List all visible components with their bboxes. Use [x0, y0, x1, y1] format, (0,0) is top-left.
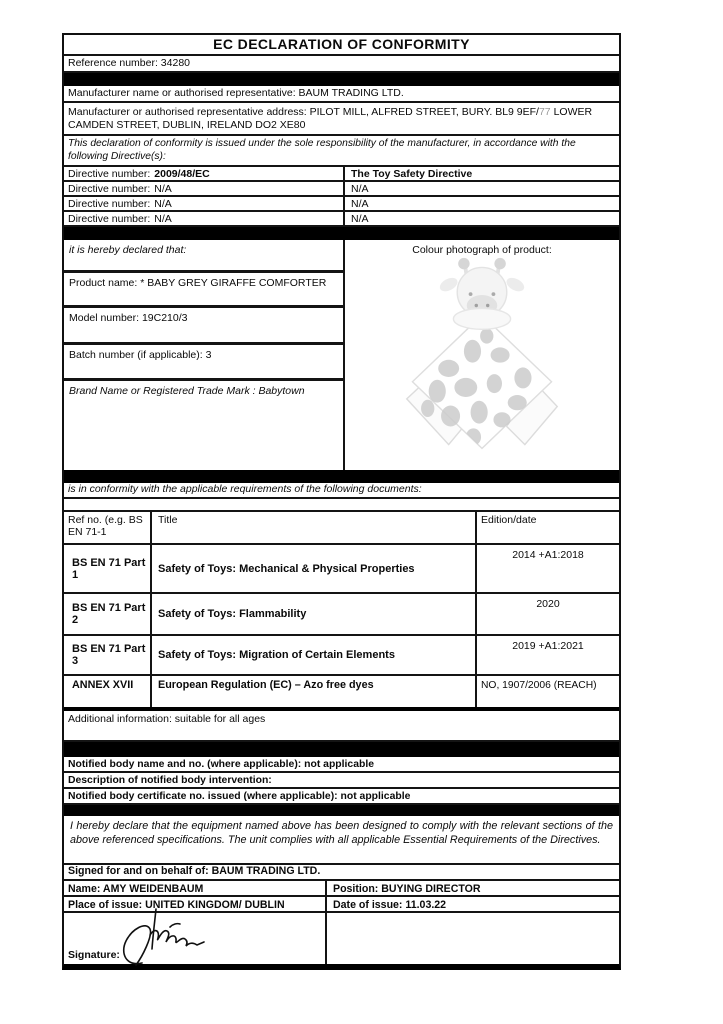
notified-body-certificate: Notified body certificate no. issued (where applicable): not applicable [64, 789, 619, 805]
declaration-document [62, 33, 621, 970]
signature-right-cell [327, 913, 619, 964]
table-row [64, 594, 619, 636]
product-section [64, 240, 619, 470]
directive-number: 2009/48/EC [154, 167, 210, 180]
signed-on-behalf: Signed for and on behalf of: BAUM TRADING LTD. [64, 865, 619, 881]
brand-name: Brand Name or Registered Trade Mark : Babytown [69, 385, 305, 397]
directive-name: N/A [351, 197, 369, 210]
place-of-issue: Place of issue: UNITED KINGDOM/ DUBLIN [64, 897, 327, 911]
doc-edition: 2014 +A1:2018 [512, 549, 584, 561]
manufacturer-name: Manufacturer name or authorised representative: BAUM TRADING LTD. [64, 86, 619, 103]
signatory-position: Position: BUYING DIRECTOR [333, 883, 481, 895]
product-name: Product name: * BABY GREY GIRAFFE COMFORTER [64, 273, 343, 308]
notified-body-intervention: Description of notified body intervention: [64, 773, 619, 789]
address-text-rest: LOWER CAMDEN STREET, DUBLIN, IRELAND DO2 XE80 [68, 106, 593, 132]
batch-number: Batch number (if applicable): 3 [64, 345, 343, 381]
table-row [64, 676, 619, 711]
signatory-row [64, 881, 619, 897]
directive-number: N/A [154, 197, 172, 210]
doc-title-cell: Safety of Toys: Migration of Certain Elements [152, 636, 477, 674]
directive-label: Directive number: [68, 182, 151, 195]
page-title: EC DECLARATION OF CONFORMITY [64, 35, 619, 56]
directive-row [64, 182, 619, 197]
doc-ref: BS EN 71 Part 1 [64, 545, 152, 592]
section-divider-bar [64, 227, 619, 240]
section-divider-bar [64, 470, 619, 483]
directive-row [64, 167, 619, 182]
docs-header-title: Title [152, 512, 477, 543]
docs-header-edition: Edition/date [481, 514, 537, 526]
additional-information: Additional information: suitable for all ages [64, 711, 619, 742]
signature-image [112, 905, 272, 971]
model-number: Model number: 19C210/3 [64, 308, 343, 345]
signature-row [64, 913, 619, 964]
doc-title-cell: European Regulation (EC) – Azo free dyes [152, 676, 477, 707]
doc-ref: ANNEX XVII [64, 676, 152, 707]
section-divider-bar [64, 742, 619, 757]
signatory-name: Name: AMY WEIDENBAUM [64, 881, 327, 895]
table-row [64, 545, 619, 594]
product-photo [377, 256, 587, 456]
doc-ref: BS EN 71 Part 3 [64, 636, 152, 674]
conformity-note: is in conformity with the applicable requirements of the following documents: [64, 483, 619, 499]
doc-title-cell: Safety of Toys: Mechanical & Physical Properties [152, 545, 477, 592]
docs-header-ref: Ref no. (e.g. BS EN 71-1 [64, 512, 152, 543]
section-divider-bar [64, 805, 619, 816]
signature-label: Signature: [68, 949, 120, 961]
declared-note: it is hereby declared that: [64, 240, 343, 273]
manufacturer-address [64, 103, 619, 136]
table-row [64, 636, 619, 676]
directive-row [64, 212, 619, 227]
date-of-issue: Date of issue: 11.03.22 [333, 899, 447, 911]
doc-edition: 2020 [536, 598, 560, 610]
directive-name: N/A [351, 212, 369, 225]
docs-table-header [64, 512, 619, 545]
notified-body-name: Notified body name and no. (where applicable): not applicable [64, 757, 619, 773]
directive-name: The Toy Safety Directive [351, 167, 473, 180]
sole-responsibility-note: This declaration of conformity is issued under the sole responsibility of the manufacturer, in accordance with the following Directive(s): [64, 136, 619, 167]
directive-row [64, 197, 619, 212]
section-divider-bar [64, 73, 619, 86]
directive-label: Directive number: [68, 212, 151, 225]
doc-title-cell: Safety of Toys: Flammability [152, 594, 477, 634]
spacer-row [64, 499, 619, 512]
doc-edition: NO, 1907/2006 (REACH) [481, 680, 597, 691]
address-alt-number: 77 [538, 106, 551, 118]
doc-ref: BS EN 71 Part 2 [64, 594, 152, 634]
address-text: Manufacturer or authorised representative address: PILOT MILL, ALFRED STREET, BURY. BL9 9EF/ [68, 106, 539, 118]
directive-label: Directive number: [68, 197, 151, 210]
directive-label: Directive number: [68, 167, 151, 180]
directive-number: N/A [154, 212, 172, 225]
photo-caption: Colour photograph of product: [412, 244, 552, 256]
directive-name: N/A [351, 182, 369, 195]
declaration-statement: I hereby declare that the equipment named above has been designed to comply with the relevant sections of the above referenced specifications. The unit complies with all applicable Essential Requirements of the Directives. [64, 816, 619, 865]
directive-number: N/A [154, 182, 172, 195]
doc-edition: 2019 +A1:2021 [512, 640, 584, 652]
reference-number: Reference number: 34280 [64, 56, 619, 73]
